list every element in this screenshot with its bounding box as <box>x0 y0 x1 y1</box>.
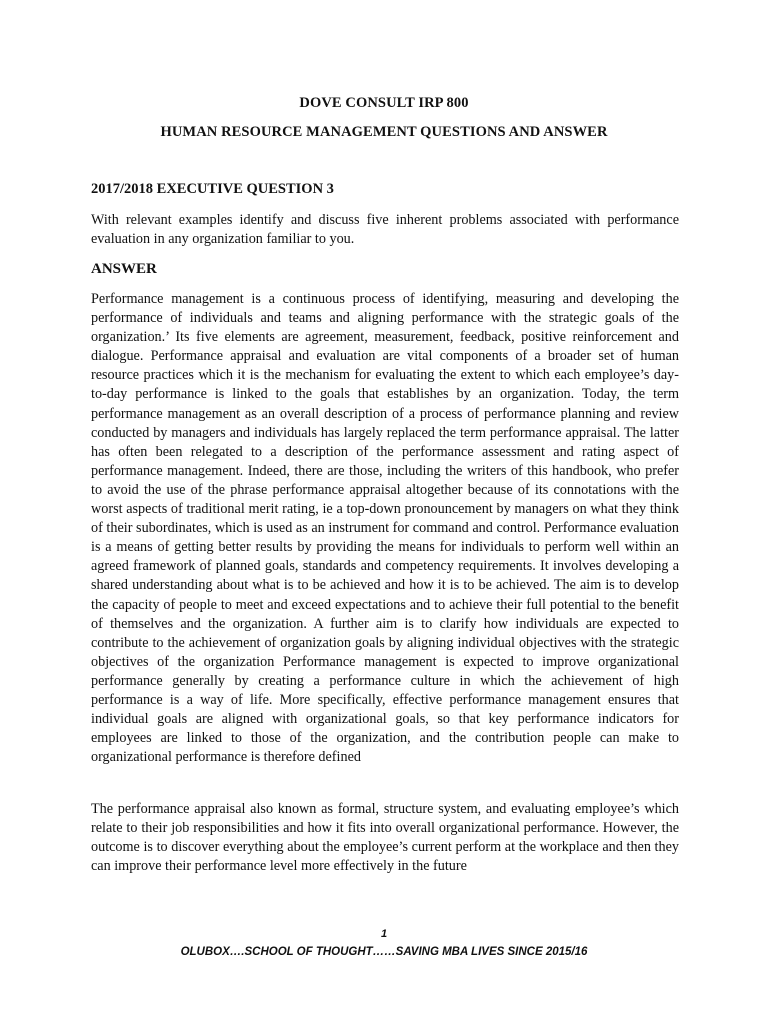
question-heading: 2017/2018 EXECUTIVE QUESTION 3 <box>91 181 334 197</box>
answer-paragraph-2: The performance appraisal also known as formal, structure system, and evaluating employee’s which relate to their job responsibilities and how it fits into overall organizational performance. However, the outcome is to discover everything about the employee’s current perform at the workplace and then they can improve their performance level more effectively in the future <box>91 801 679 875</box>
footer-tagline: OLUBOX….SCHOOL OF THOUGHT……SAVING MBA LIVES SINCE 2015/16 <box>180 946 588 958</box>
question-text: With relevant examples identify and discuss five inherent problems associated with performance evaluation in any organization familiar to you. <box>91 212 679 248</box>
page-number: 1 <box>380 928 388 940</box>
document-title: DOVE CONSULT IRP 800 <box>299 95 469 111</box>
answer-paragraph-1: Performance management is a continuous process of identifying, measuring and developing the performance of individuals and teams and aligning performance with the strategic goals of the organization.’ Its five elements are agreement, measurement, feedback, positive reinforcement and dialogue. Performance appraisal and evaluation are vital components of a broader set of human resource practices which it is the mechanism for evaluating the extent to which each employee’s day-to-day performance is linked to the goals that establishes by an organization. Today, the term performance management as an overall description of a process of performance planning and review conducted by managers and individuals has largely replaced the term performance appraisal. The latter has often been relegated to a description of the performance assessment and rating aspect of performance management. Indeed, there are those, including the writers of this handbook, who prefer to avoid the use of the phrase performance appraisal altogether because of its connotations with the worst aspects of traditional merit rating, ie a top-down pronouncement by managers on what they think of their subordinates, which is used as an instrument for command and control. Performance evaluation is a means of getting better results by providing the means for individuals to perform well within an agreed framework of planned goals, standards and competency requirements. It involves developing a shared understanding about what is to be achieved and how it is to be achieved. The aim is to develop the capacity of people to meet and exceed expectations and to achieve their full potential to the benefit of themselves and the organization. A further aim is to clarify how individuals are expected to contribute to the achievement of organization goals by aligning individual objectives with the strategic objectives of the organization Performance management is expected to improve organizational performance generally by creating a performance culture in which the achievement of high performance is a way of life. More specifically, effective performance management ensures that individual goals are aligned with organizational goals, so that key performance indicators for employees are linked to those of the organization, and the contribution people can make to organizational performance is therefore defined <box>91 291 679 766</box>
document-subtitle: HUMAN RESOURCE MANAGEMENT QUESTIONS AND ANSWER <box>160 124 608 140</box>
answer-heading: ANSWER <box>91 261 157 277</box>
